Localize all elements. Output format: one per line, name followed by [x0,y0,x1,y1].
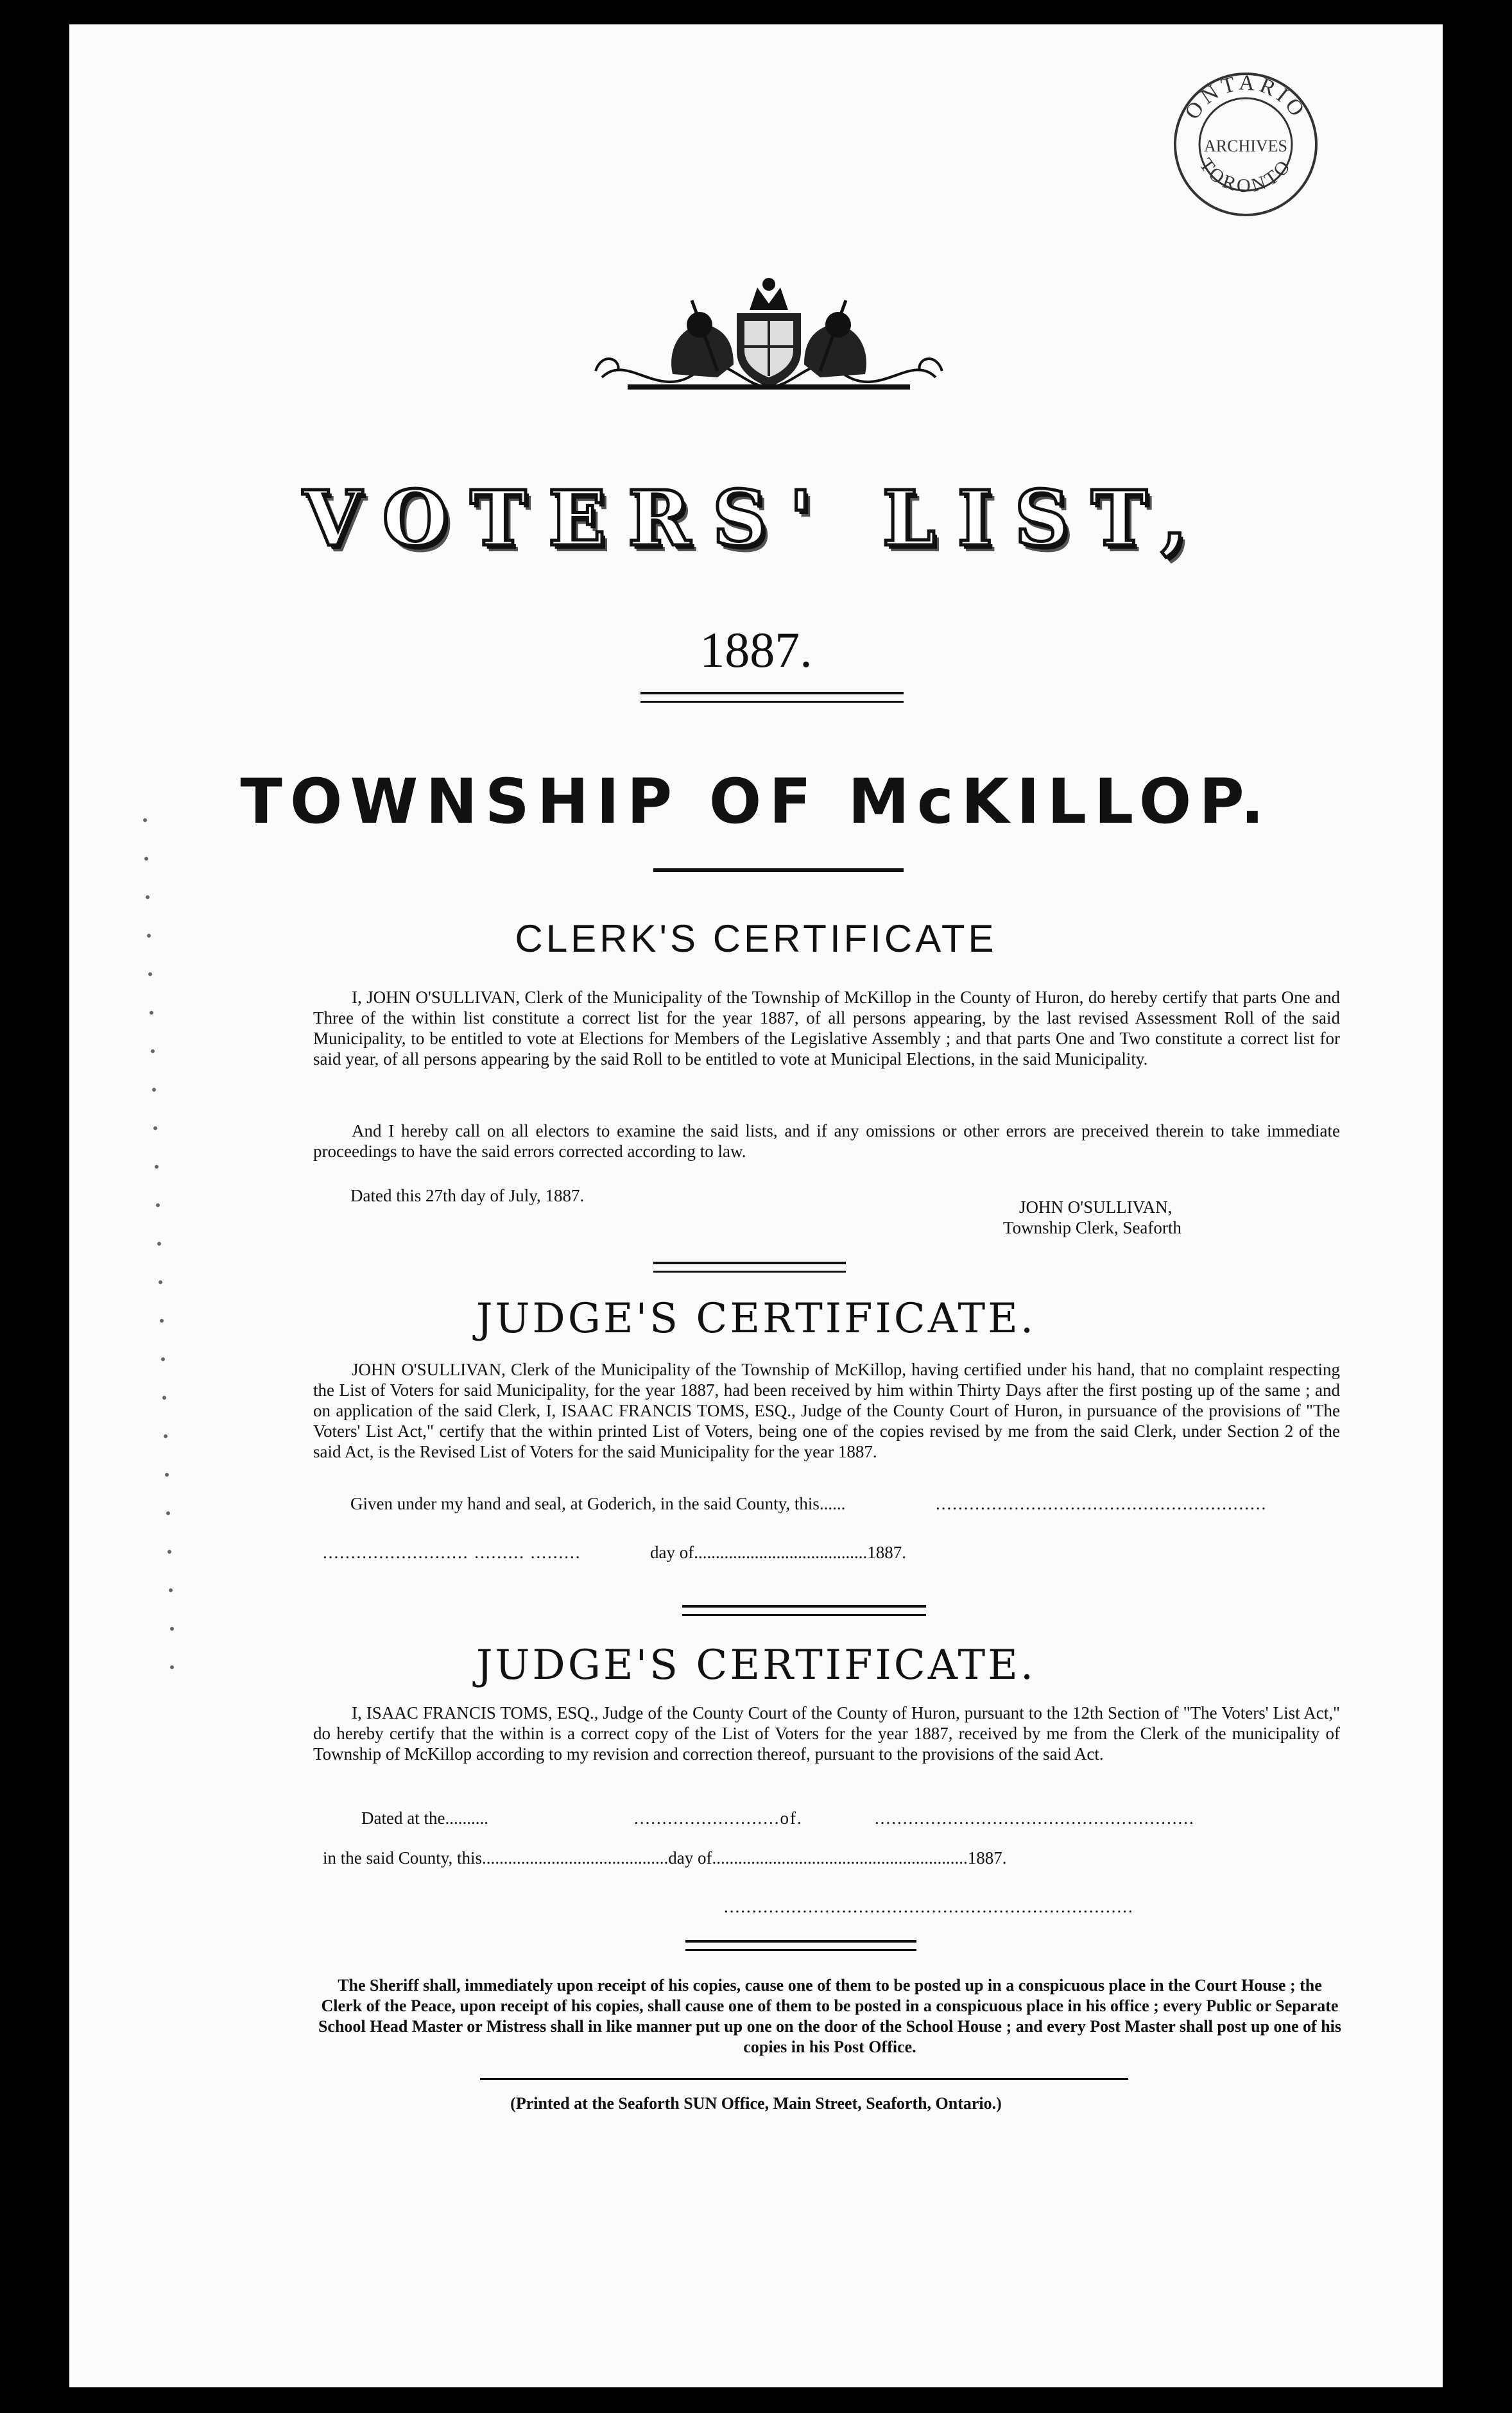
divider-rule [640,692,904,703]
sheriff-instructions: The Sheriff shall, immediately upon receipt of his copies, cause one of them to be posted up in a conspicuous place in the Court House ; the Clerk of the Peace, upon receipt of his copies, shall cause one of them to be posted in a conspicuous place in his office ; every Public or Separate School Head Master or Mistress shall in like manner put up one on the door of the School House ; and every Post Master shall post up one of his copies in his Post Office. [318,1976,1342,2056]
judge-day-of-line: day of........................................1887. [650,1543,906,1562]
stamp-bottom-text: TORONTO [1195,154,1296,197]
township-heading: TOWNSHIP OF McKILLOP. [240,766,1272,837]
divider-rule [480,2078,1128,2080]
judge-given-line: Given under my hand and seal, at Goderich, in the said County, this...... [350,1494,846,1513]
divider-rule [685,1940,916,1951]
judge-certificate-text: JOHN O'SULLIVAN, Clerk of the Municipality of the Township of McKillop, having certified under his hand, that no complaint respecting the List of Voters for said Municipality, for the year 1887, had been received by him within Thirty Days after the first posting up of the same ; and on application of the said Clerk, I, ISAAC FRANCIS TOMS, ESQ., Judge of the County Court of Huron, in pursuance of the provisions of "The Voters' List Act," certify that the within printed List of Voters, being one of the copies revised by me from the said Clerk, under Section 2 of the said Act, is the Revised List of Voters for the said Municipality for the year 1887. [313,1360,1340,1461]
judge-certificate-heading: JUDGE'S CERTIFICATE. [476,1295,1036,1343]
svg-text:TORONTO [1195,154,1296,196]
judge-2-dated-end: ......................................................... [875,1808,1195,1828]
judge-2-county-line: in the said County, this...........................................day of...........................................................1887. [323,1848,1007,1868]
divider-rule [682,1605,926,1616]
archives-stamp [1165,64,1326,225]
judge-certificate-2-heading: JUDGE'S CERTIFICATE. [476,1642,1036,1689]
judge-certificate-2-text: I, ISAAC FRANCIS TOMS, ESQ., Judge of the County Court of the County of Huron, pursuant to the 12th Section of "The Voters' List Act," do hereby certify that the within is a correct copy of the List of Voters for the year 1887, received by me from the Clerk of the municipality of Township of McKillop according to my revision and correction thereof, pursuant to the provisions of the said Act. [313,1703,1340,1764]
judge-given-dots: ........................................................... [936,1494,1267,1513]
perforation-dots [69,24,223,2387]
royal-coat-of-arms [589,275,949,403]
document-title: VOTERS' LIST, [303,474,1209,563]
divider-rule [653,868,904,872]
stamp-middle-text: ARCHIVES [1203,137,1288,155]
divider-rule [653,1262,846,1273]
clerk-call-text: And I hereby call on all electors to examine the said lists, and if any omissions or other errors are preceived therein to take immediate proceedings to have the said errors corrected according to law. [313,1121,1340,1161]
document-year: 1887. [700,622,812,678]
judge-day-line-start: .......................... ......... ......... [323,1543,581,1562]
judge-2-dated-at: Dated at the.......... [361,1808,488,1828]
document-page [69,24,1443,2387]
clerk-dated: Dated this 27th day of July, 1887. [350,1186,585,1205]
judge-2-dated-mid: ..........................of. [634,1808,803,1828]
printer-imprint: (Printed at the Seaforth SUN Office, Main Street, Seaforth, Ontario.) [510,2094,1002,2113]
clerk-signature-name: JOHN O'SULLIVAN, [1019,1198,1173,1217]
clerk-signature-title: Township Clerk, Seaforth [1003,1218,1181,1237]
judge-2-signature-dots: ......................................................................... [724,1897,1134,1916]
clerk-certificate-text: I, JOHN O'SULLIVAN, Clerk of the Municipality of the Township of McKillop in the County of Huron, do hereby certify that parts One and Three of the within list constitute a correct list for the year 1887, of all persons appearing, by the last revised Assessment Roll of the said Municipality, to be entitled to vote at Elections for Members of the Legislative Assembly ; and that parts One and Two constitute a correct list for said year, of all persons appearing by the said Roll to be entitled to vote at Municipal Elections, in the said Municipality. [313,988,1340,1069]
stamp-top-text: ONTARIO [1180,71,1311,124]
clerk-certificate-heading: CLERK'S CERTIFICATE [515,917,997,960]
